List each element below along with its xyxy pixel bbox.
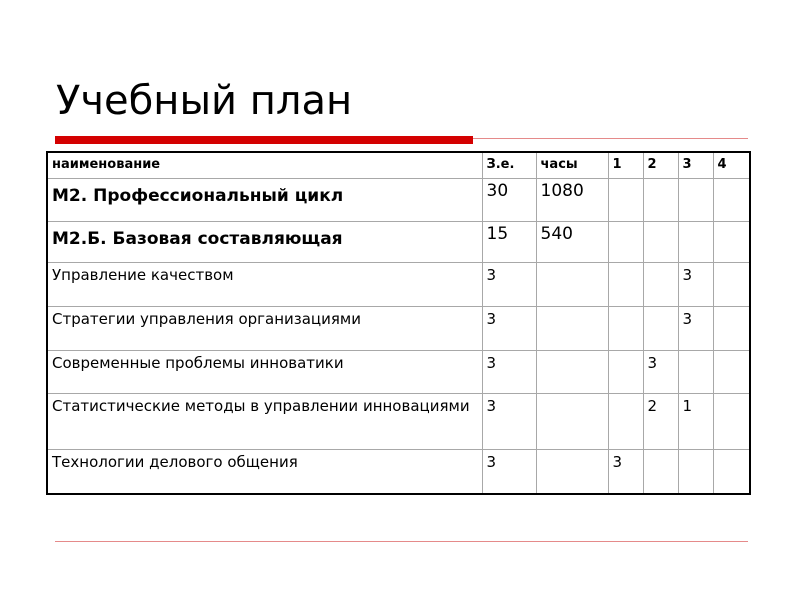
table-row <box>47 307 750 351</box>
footer-divider-line <box>55 541 748 542</box>
row-semester-1 <box>608 351 643 394</box>
row-semester-3: 3 <box>678 263 713 307</box>
row-semester-1 <box>608 179 643 222</box>
row-semester-2: 3 <box>643 351 678 394</box>
curriculum-table <box>46 151 751 495</box>
row-hours <box>536 307 608 351</box>
row-ze: 3 <box>482 263 536 307</box>
row-semester-4 <box>713 351 750 394</box>
row-ze: 30 <box>482 179 536 222</box>
row-semester-1 <box>608 263 643 307</box>
row-semester-2 <box>643 307 678 351</box>
header-semester-2: 2 <box>643 152 678 179</box>
table-row <box>47 351 750 394</box>
table-row <box>47 394 750 450</box>
row-hours <box>536 394 608 450</box>
row-name: Технологии делового общения <box>47 450 482 494</box>
row-semester-1 <box>608 394 643 450</box>
row-semester-1 <box>608 222 643 263</box>
row-name: М2.Б. Базовая составляющая <box>47 222 482 263</box>
row-semester-1: 3 <box>608 450 643 494</box>
row-semester-2 <box>643 263 678 307</box>
row-semester-2 <box>643 222 678 263</box>
header-ze: З.е. <box>482 152 536 179</box>
row-semester-4 <box>713 179 750 222</box>
row-semester-3: 3 <box>678 307 713 351</box>
row-name: Управление качеством <box>47 263 482 307</box>
row-name: Статистические методы в управлении инновациями <box>47 394 482 450</box>
row-hours <box>536 351 608 394</box>
row-semester-3 <box>678 222 713 263</box>
row-semester-2 <box>643 450 678 494</box>
header-semester-1: 1 <box>608 152 643 179</box>
row-ze: 15 <box>482 222 536 263</box>
row-semester-4 <box>713 222 750 263</box>
slide-title: Учебный план <box>56 78 353 124</box>
row-name: Стратегии управления организациями <box>47 307 482 351</box>
row-semester-3 <box>678 450 713 494</box>
row-ze: 3 <box>482 351 536 394</box>
row-ze: 3 <box>482 450 536 494</box>
table-row <box>47 450 750 494</box>
row-hours: 1080 <box>536 179 608 222</box>
row-ze: 3 <box>482 307 536 351</box>
table-row <box>47 263 750 307</box>
row-hours <box>536 450 608 494</box>
row-hours <box>536 263 608 307</box>
row-semester-3 <box>678 351 713 394</box>
row-semester-2 <box>643 179 678 222</box>
title-accent-bar <box>55 136 473 144</box>
header-name: наименование <box>47 152 482 179</box>
row-semester-3: 1 <box>678 394 713 450</box>
row-semester-2: 2 <box>643 394 678 450</box>
header-semester-4: 4 <box>713 152 750 179</box>
row-semester-3 <box>678 179 713 222</box>
row-hours: 540 <box>536 222 608 263</box>
row-semester-4 <box>713 263 750 307</box>
row-semester-4 <box>713 450 750 494</box>
row-semester-4 <box>713 394 750 450</box>
table-header-row <box>47 152 750 179</box>
table-row <box>47 222 750 263</box>
header-semester-3: 3 <box>678 152 713 179</box>
table-row <box>47 179 750 222</box>
title-divider-line <box>473 138 748 139</box>
row-name: М2. Профессиональный цикл <box>47 179 482 222</box>
row-name: Современные проблемы инноватики <box>47 351 482 394</box>
header-hours: часы <box>536 152 608 179</box>
row-ze: 3 <box>482 394 536 450</box>
row-semester-1 <box>608 307 643 351</box>
row-semester-4 <box>713 307 750 351</box>
